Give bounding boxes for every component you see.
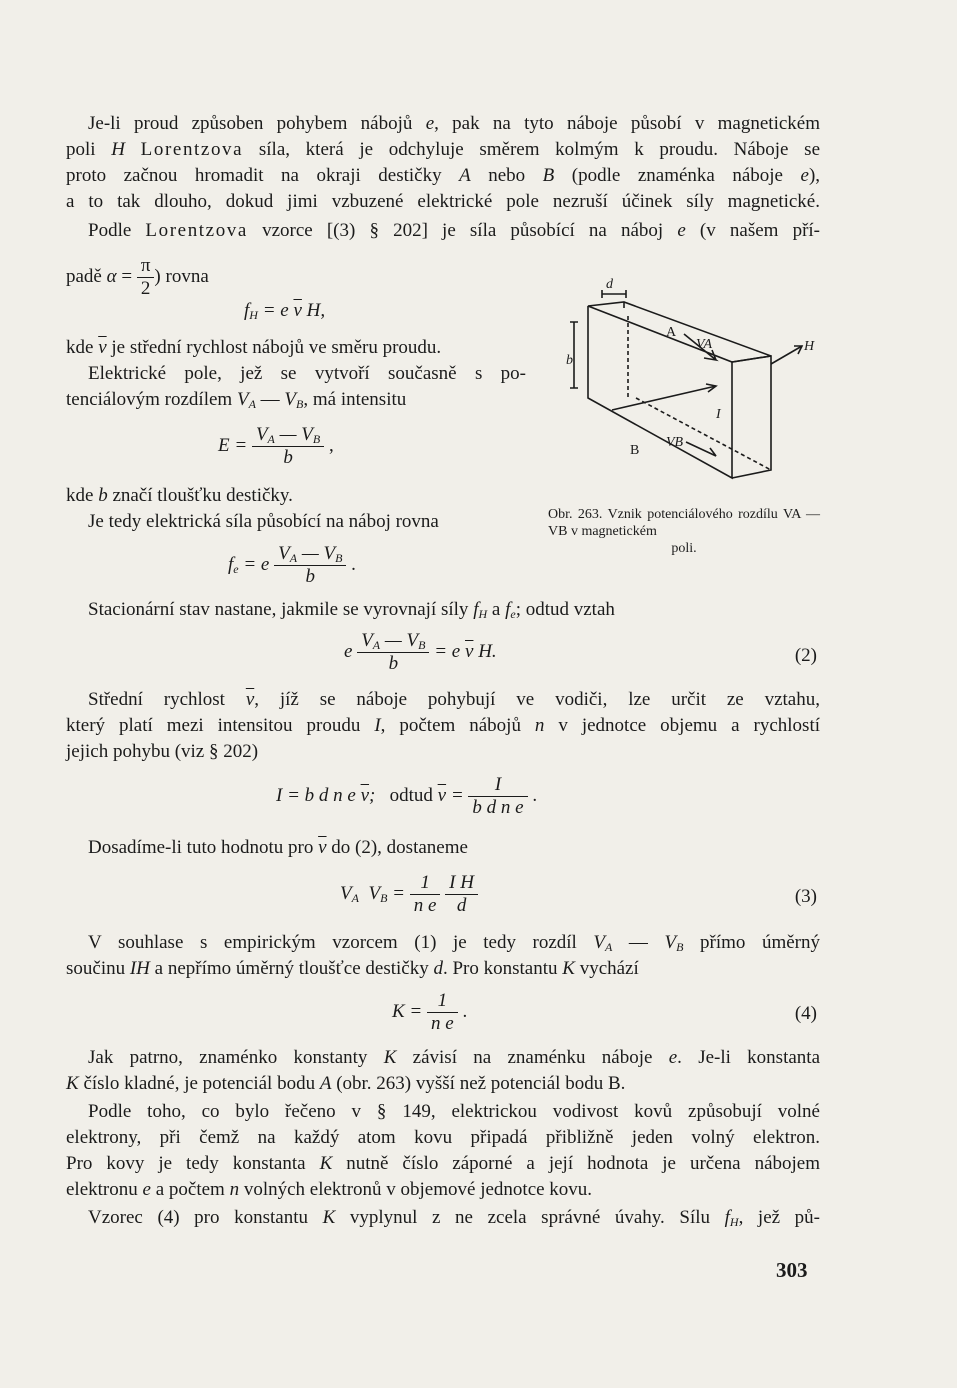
p7-line: Stacionární stav nastane, jakmile se vyrovnají síly $f_H$ a $f_e$; odtud vztah	[88, 599, 615, 621]
equation-fh: $f_H = e$ $\overline{v}$ H,	[244, 300, 326, 322]
p9-line: Dosadíme-li tuto hodnotu pro $\overline{v}$ do (2), dostaneme	[88, 837, 468, 858]
page-number: 303	[776, 1258, 808, 1282]
p3-line: kde $\overline{v}$ je střední rychlost nábojů ve směru proudu.	[66, 337, 442, 358]
p2-line1: Podle Lorentzova vzorce [(3) § 202] je síla působící na náboj e (v našem pří-	[88, 220, 821, 241]
label-b: b	[566, 353, 573, 368]
p1-line1: Je-li proud způsoben pohybem nábojů e, pak na tyto náboje působí v magnetickém	[88, 113, 820, 134]
label-I: I	[716, 407, 721, 422]
caption-line2: poli.	[671, 541, 697, 556]
p2-line2: padě α = $\frac{\pi}{2}$ ) rovna	[66, 255, 209, 299]
caption-line1: Obr. 263. Vznik potenciálového rozdílu VA — VB v magnetickém	[548, 507, 820, 539]
equation-3-number: (3)	[794, 886, 817, 907]
figure-caption	[548, 506, 820, 557]
p10-line2: součinu IH a nepřímo úměrný tloušťce destičky d. Pro konstantu K vychází	[66, 958, 639, 979]
p5-line: kde b značí tloušťku destičky.	[66, 485, 293, 506]
figure-263-hall-effect-diagram	[566, 278, 826, 496]
arrow-vb	[686, 442, 716, 456]
p10-line1: V souhlase s empirickým vzorcem (1) je tedy rozdíl $V_A$ — $V_B$ přímo úměrný	[88, 932, 820, 954]
label-A: A	[666, 325, 677, 340]
p1-line4: a to tak dlouho, dokud jimi vzbuzené elektrické pole nezruší účinek síly magnetické.	[66, 191, 820, 212]
equation-4: K = $\frac{1}{\text{n e}}$ .	[392, 990, 468, 1034]
label-VA: VA	[696, 337, 713, 352]
plate-side-face	[732, 356, 771, 478]
plate-front-face	[588, 306, 732, 478]
p12-line4: elektronu e a počtem n volných elektronů v objemové jednotce kovu.	[66, 1179, 593, 1200]
equation-E: E = $\frac{V_A — V_B}{b}$ ,	[218, 424, 334, 468]
equation-3: $V_A$ $V_B$ = $\frac{1}{\text{n e}}$ $\frac{\text{I H}}{d}$	[340, 872, 478, 917]
p1-line2: poli H Lorentzova síla, která je odchyluje směrem kolmým k proudu. Náboje se	[66, 139, 821, 160]
p4-line2: tenciálovým rozdílem $V_A$ — $V_B$, má intensitu	[66, 389, 407, 411]
p12-line1: Podle toho, co bylo řečeno v § 149, elektrickou vodivost kovů způsobují volné	[88, 1101, 820, 1122]
equation-4-number: (4)	[794, 1003, 817, 1024]
equation-fe: $f_e = e$ $\frac{V_A — V_B}{b}$ .	[228, 543, 356, 587]
p13-line: Vzorec (4) pro konstantu K vyplynul z ne zcela správné úvahy. Sílu $f_H$, jež pů-	[88, 1207, 820, 1229]
p1-line3: proto začnou hromadit na okraji destičky A nebo B (podle znaménka náboje e),	[66, 165, 821, 186]
label-B: B	[630, 443, 640, 458]
p8-line1: Střední rychlost $\overline{v}$, jíž se náboje pohybují ve vodiči, lze určit ze vztahu,	[88, 689, 820, 710]
p11-line2: K číslo kladné, je potenciál bodu A (obr. 263) vyšší než potenciál bodu B.	[66, 1073, 626, 1094]
p4-line1: Elektrické pole, jež se vytvoří současně s po-	[88, 363, 526, 384]
label-VB: VB	[666, 435, 684, 450]
equation-2: e $\frac{V_A — V_B}{b}$ = e $\overline{v}$ H.	[344, 630, 497, 674]
label-d: d	[606, 278, 613, 292]
p11-line1: Jak patrno, znaménko konstanty K závisí na znaménku náboje e. Je-li konstanta	[88, 1047, 821, 1068]
equation-2-number: (2)	[794, 645, 817, 666]
arrow-h	[771, 346, 802, 364]
p8-line3: jejich pohybu (viz § 202)	[66, 741, 259, 762]
equation-I: I = b d n e $\overline{v}$; odtud $\overline{v}$ = $\frac{I}{\text{b d n e}}$ .	[276, 774, 538, 818]
p12-line3: Pro kovy je tedy konstanta K nutně číslo záporné a její hodnota je určena nábojem	[66, 1153, 820, 1174]
p12-line2: elektrony, při čemž na každý atom kovu připadá přibližně jeden volný elektron.	[66, 1127, 820, 1148]
plate-top-face	[588, 302, 771, 362]
p8-line2: který platí mezi intensitou proudu I, počtem nábojů n v jednotce objemu a rychlostí	[66, 715, 820, 736]
p6-line: Je tedy elektrická síla působící na náboj rovna	[88, 511, 439, 532]
label-H: H	[804, 339, 815, 354]
